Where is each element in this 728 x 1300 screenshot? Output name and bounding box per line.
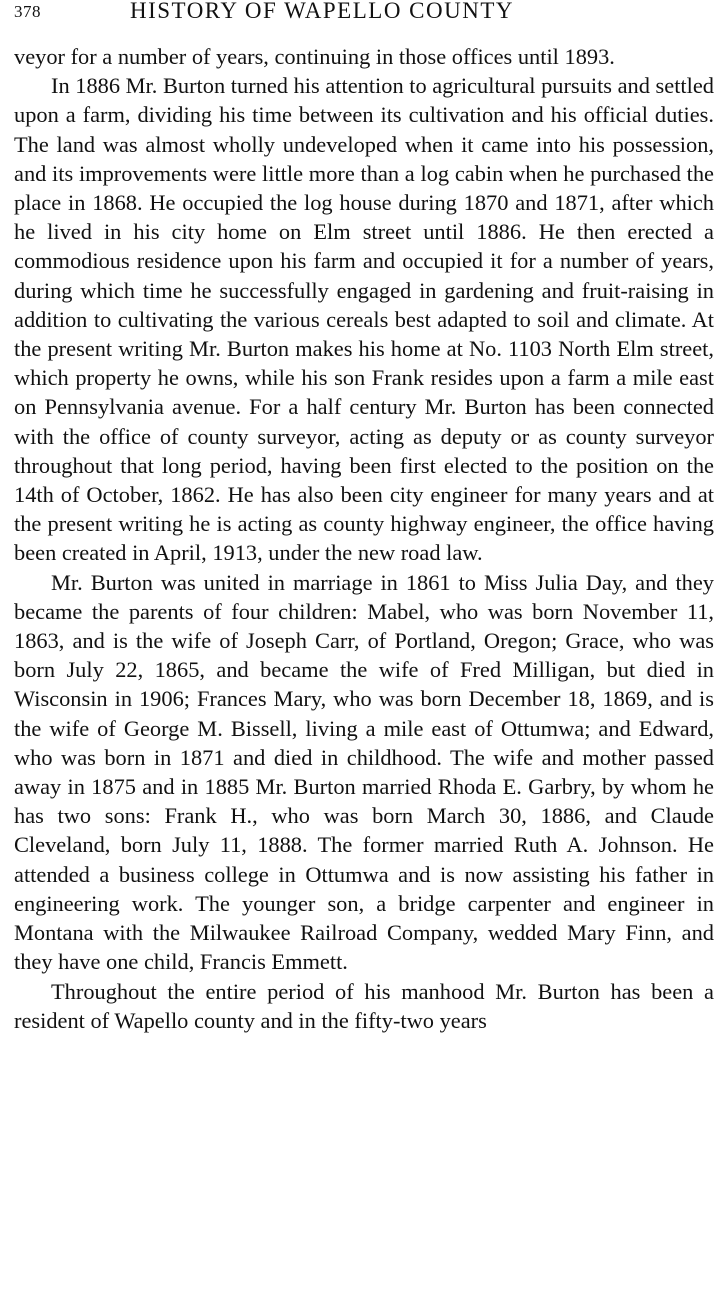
running-title: HISTORY OF WAPELLO COUNTY	[130, 0, 515, 23]
body-text	[14, 42, 714, 1035]
paragraph-residence: Throughout the entire period of his manhood Mr. Burton has been a resident of Wapello county and in the fifty-two years	[14, 978, 714, 1033]
page-number: 378	[14, 2, 41, 21]
paragraph-marriage-and-family: Mr. Burton was united in marriage in 1861 to Miss Julia Day, and they became the parents of four children: Mabel, who was born November 11, 1863, and is the wife of Joseph Carr, of Portland, Oregon; Grace, who was born July 22, 1865, and became the wife of Fred Milligan, but died in Wisconsin in 1906; Frances Mary, who was born December 18, 1869, and is the wife of George M. Bissell, living a mile east of Ottumwa; and Edward, who was born in 1871 and died in childhood. The wife and mother passed away in 1875 and in 1885 Mr. Burton married Rhoda E. Garbry, by whom he has two sons: Frank H., who was born March 30, 1886, and Claude Cleveland, born July 11, 1888. The former married Ruth A. Johnson. He attended a business college in Ottumwa and is now assisting his father in engineering work. The younger son, a bridge carpenter and engineer in Montana with the Milwaukee Railroad Company, wedded Mary Finn, and they have one child, Francis Emmett.	[14, 569, 714, 975]
paragraph-continuation: veyor for a number of years, continuing in those offices until 1893.	[14, 44, 615, 69]
page-header	[14, 0, 714, 34]
paragraph-farm-and-career: In 1886 Mr. Burton turned his attention to agricultural pursuits and settled upon a farm, dividing his time between its cultivation and his official duties. The land was almost wholly undeveloped when it came into his possession, and its improvements were little more than a log cabin when he purchased the place in 1868. He occupied the log house during 1870 and 1871, after which he lived in his city home on Elm street until 1886. He then erected a commodious residence upon his farm and occupied it for a number of years, during which time he successfully engaged in gardening and fruit-raising in addition to cultivating the various cereals best adapted to soil and climate. At the present writing Mr. Burton makes his home at No. 1103 North Elm street, which property he owns, while his son Frank resides upon a farm a mile east on Pennsylvania avenue. For a half century Mr. Burton has been connected with the office of county surveyor, acting as deputy or as county surveyor throughout that long period, having been first elected to the position on the 14th of October, 1862. He has also been city engineer for many years and at the present writing he is acting as county highway engineer, the office having been created in April, 1913, under the new road law.	[14, 73, 714, 566]
